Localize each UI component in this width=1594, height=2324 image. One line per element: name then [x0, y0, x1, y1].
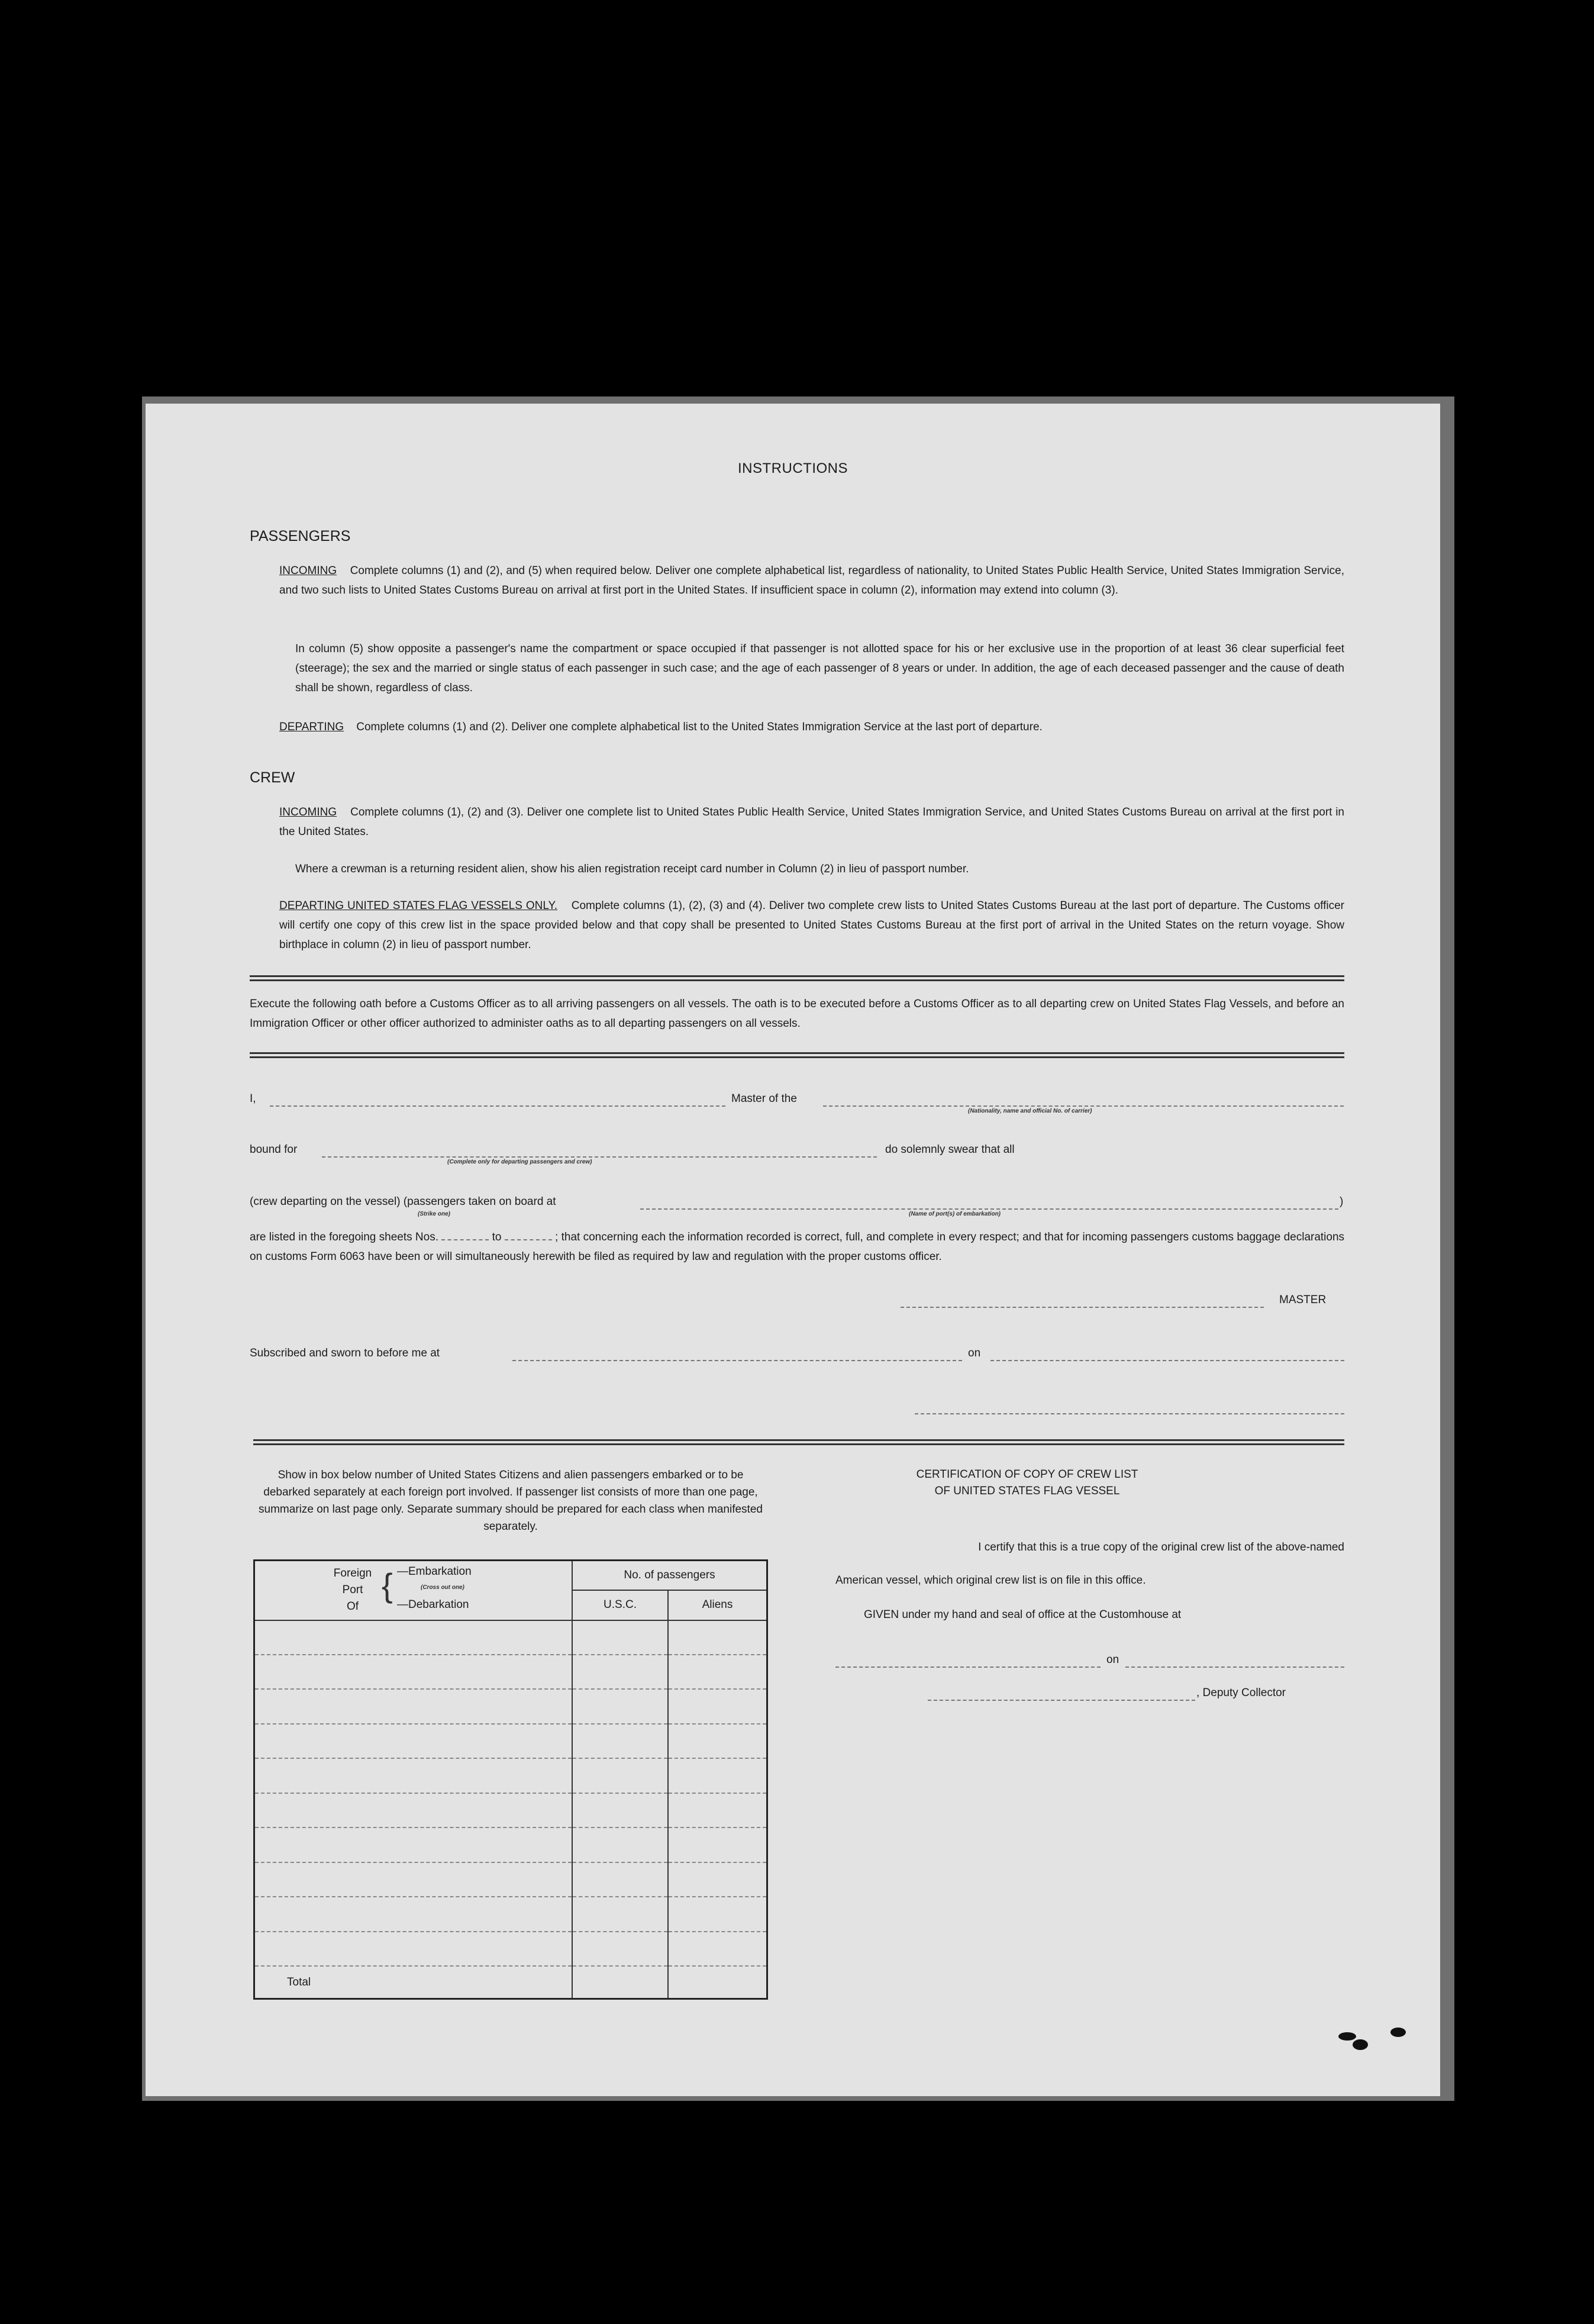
certification-title-line2: OF UNITED STATES FLAG VESSEL	[934, 1485, 1120, 1497]
passengers-departing-text: Complete columns (1) and (2). Deliver one complete alphabetical list to the United States Immigration Service at the last port of departure.	[356, 721, 1043, 733]
embarkation-option[interactable]: —Embarkation	[397, 1565, 472, 1578]
listed-rest: ; that concerning each the information recorded is correct, full, and complete in every respect; and that for incoming passengers customs baggage declarations on customs Form 6063 have been or will simultaneously herewith be filed as required by law and regulation with the proper customs officer.	[250, 1231, 1345, 1263]
aliens-entry-cell[interactable]	[668, 1655, 767, 1689]
ink-smudge	[1338, 2032, 1356, 2041]
complete-only-caption: (Complete only for departing passengers and crew)	[447, 1159, 592, 1165]
usc-entry-cell[interactable]	[572, 1862, 668, 1897]
crew-departing-label: DEPARTING UNITED STATES FLAG VESSELS ONLY.	[279, 900, 557, 912]
crew-resident-paragraph: Where a crewman is a returning resident alien, show his alien registration receipt card number in Column (2) in lieu of passport number.	[295, 863, 969, 875]
crew-incoming-paragraph	[279, 802, 1344, 842]
aliens-total-cell[interactable]	[668, 1966, 767, 1999]
usc-entry-cell[interactable]	[572, 1620, 668, 1655]
brace-icon: {	[382, 1566, 393, 1604]
crew-departing-paragraph	[279, 896, 1344, 955]
usc-total-cell[interactable]	[572, 1966, 668, 1999]
aliens-entry-cell[interactable]	[668, 1932, 767, 1966]
crew-incoming-text: Complete columns (1), (2) and (3). Deliver one complete list to United States Public Health Service, United States Immigration Service, and United States Customs Bureau on arrival at the first port in the United States.	[279, 806, 1344, 838]
port-entry-cell[interactable]	[254, 1827, 573, 1862]
passengers-heading: PASSENGERS	[250, 528, 351, 544]
usc-header: U.S.C.	[572, 1590, 668, 1620]
port-entry-cell[interactable]	[254, 1793, 573, 1827]
total-label-cell	[254, 1966, 573, 1999]
passengers-departing-label: DEPARTING	[279, 721, 344, 733]
master-signature-field[interactable]	[901, 1307, 1264, 1308]
crew-incoming-label: INCOMING	[279, 806, 337, 818]
deputy-signature-field[interactable]	[928, 1700, 1195, 1701]
page-title: INSTRUCTIONS	[738, 460, 848, 476]
customhouse-field[interactable]	[835, 1667, 1101, 1668]
embarkation-port-field[interactable]	[640, 1208, 1338, 1210]
divider-rule	[253, 1439, 1344, 1445]
crew-departing-text: Complete columns (1), (2), (3) and (4). Deliver two complete crew lists to United States Customs Bureau at the last port of departure. The Customs officer will certify one copy of this crew list in the space provided below and that copy shall be presented to United States Customs Bureau at the first port of arrival in the United States on the return voyage. Show birthplace in column (2) in lieu of passport number.	[279, 900, 1344, 951]
sworn-place-field[interactable]	[512, 1360, 962, 1361]
listed-prefix: are listed in the foregoing sheets Nos.	[250, 1231, 438, 1243]
carrier-field[interactable]	[823, 1105, 1344, 1107]
port-entry-cell[interactable]	[254, 1655, 573, 1689]
oath-listed-paragraph	[250, 1227, 1344, 1266]
oath-master-of-label: Master of the	[731, 1092, 797, 1105]
certification-on-label: on	[1106, 1653, 1119, 1666]
sworn-on-label: on	[968, 1347, 981, 1359]
to-label: to	[492, 1231, 502, 1243]
aliens-entry-cell[interactable]	[668, 1724, 767, 1758]
certify-line1: I certify that this is a true copy of the original crew list of the above-named	[978, 1541, 1344, 1553]
port-entry-cell[interactable]	[254, 1724, 573, 1758]
usc-entry-cell[interactable]	[572, 1793, 668, 1827]
usc-entry-cell[interactable]	[572, 1758, 668, 1793]
port-entry-cell[interactable]	[254, 1620, 573, 1655]
aliens-entry-cell[interactable]	[668, 1793, 767, 1827]
certify-line2: American vessel, which original crew list is on file in this office.	[835, 1574, 1146, 1587]
subscribed-label: Subscribed and sworn to before me at	[250, 1347, 440, 1359]
crew-departing-label: (crew departing on the vessel) (passengers taken on board at	[250, 1195, 556, 1208]
aliens-entry-cell[interactable]	[668, 1758, 767, 1793]
total-label: Total	[287, 1975, 311, 1988]
usc-entry-cell[interactable]	[572, 1932, 668, 1966]
crew-heading: CREW	[250, 769, 295, 786]
port-entry-cell[interactable]	[254, 1689, 573, 1723]
sheet-from-field[interactable]	[441, 1239, 489, 1240]
strike-one-caption: (Strike one)	[418, 1211, 451, 1217]
master-name-field[interactable]	[270, 1105, 725, 1107]
ink-smudge	[1353, 2039, 1368, 2050]
sworn-date-field[interactable]	[990, 1360, 1344, 1361]
given-line: GIVEN under my hand and seal of office at the Customhouse at	[864, 1609, 1182, 1621]
port-header-labels	[326, 1565, 379, 1615]
cross-out-caption: (Cross out one)	[421, 1584, 464, 1591]
aliens-entry-cell[interactable]	[668, 1620, 767, 1655]
oath-i-label: I,	[250, 1092, 256, 1105]
usc-entry-cell[interactable]	[572, 1827, 668, 1862]
aliens-header: Aliens	[668, 1590, 767, 1620]
port-entry-cell[interactable]	[254, 1862, 573, 1897]
passengers-departing-paragraph	[279, 717, 1344, 737]
aliens-entry-cell[interactable]	[668, 1827, 767, 1862]
port-entry-cell[interactable]	[254, 1897, 573, 1931]
summary-instruction: Show in box below number of United States Citizens and alien passengers embarked or to be debarked separately at each foreign port involved. If passenger list consists of more than one page, summarize on last page only. Separate summary should be prepared for each class when manifested separately.	[259, 1469, 763, 1533]
usc-entry-cell[interactable]	[572, 1724, 668, 1758]
aliens-entry-cell[interactable]	[668, 1689, 767, 1723]
passengers-incoming-label: INCOMING	[279, 565, 337, 577]
ink-smudge	[1390, 2028, 1406, 2037]
port-caption: (Name of port(s) of embarkation)	[909, 1211, 1001, 1217]
usc-entry-cell[interactable]	[572, 1655, 668, 1689]
oath-instruction: Execute the following oath before a Customs Officer as to all arriving passengers on all vessels. The oath is to be executed before a Customs Officer as to all departing crew on United States Flag Vessels, and before an Immigration Officer or other officer authorized to administer oaths as to all departing passengers on all vessels.	[250, 998, 1344, 1030]
aliens-entry-cell[interactable]	[668, 1862, 767, 1897]
passengers-incoming-text: Complete columns (1) and (2), and (5) when required below. Deliver one complete alphabetical list, regardless of nationality, to United States Public Health Service, United States Immigration Service, and two such lists to United States Customs Bureau on arrival at first port in the United States. If insufficient space in column (2), information may extend into column (3).	[279, 565, 1344, 597]
debarkation-option[interactable]: —Debarkation	[397, 1598, 469, 1611]
certification-date-field[interactable]	[1125, 1667, 1344, 1668]
no-passengers-header: No. of passengers	[572, 1561, 767, 1591]
sheet-to-field[interactable]	[505, 1239, 552, 1240]
passengers-column5-paragraph: In column (5) show opposite a passenger's name the compartment or space occupied if that passenger is not allotted space for his or her exclusive use in the proportion of at least 36 clear superficial feet (steerage); the sex and the married or single status of each passenger in such case; and the age of each passenger of 8 years or under. In addition, the age of each deceased passenger and the cause of death shall be shown, regardless of class.	[295, 643, 1344, 694]
bound-for-field[interactable]	[322, 1156, 877, 1158]
port-header-cell	[254, 1561, 573, 1620]
divider-rule	[250, 1052, 1344, 1058]
close-paren: )	[1340, 1195, 1344, 1208]
do-solemnly-label: do solemnly swear that all	[885, 1143, 1015, 1156]
aliens-entry-cell[interactable]	[668, 1897, 767, 1931]
certification-title-line1: CERTIFICATION OF COPY OF CREW LIST	[916, 1468, 1138, 1481]
port-entry-cell[interactable]	[254, 1932, 573, 1966]
officer-signature-field[interactable]	[915, 1413, 1344, 1414]
nationality-caption: (Nationality, name and official No. of carrier)	[968, 1108, 1092, 1114]
deputy-collector-label: , Deputy Collector	[1196, 1687, 1286, 1699]
bound-for-label: bound for	[250, 1143, 298, 1156]
port-entry-cell[interactable]	[254, 1758, 573, 1793]
certification-title	[861, 1466, 1193, 1500]
foreign-label: Foreign	[333, 1567, 372, 1580]
form-page	[146, 404, 1440, 2096]
divider-rule	[250, 975, 1344, 981]
usc-entry-cell[interactable]	[572, 1689, 668, 1723]
of-label: Of	[346, 1600, 359, 1613]
passenger-summary-table	[253, 1559, 768, 2000]
port-label: Port	[342, 1584, 363, 1597]
master-label: MASTER	[1279, 1294, 1327, 1306]
passengers-incoming-paragraph	[279, 561, 1344, 600]
usc-entry-cell[interactable]	[572, 1897, 668, 1931]
